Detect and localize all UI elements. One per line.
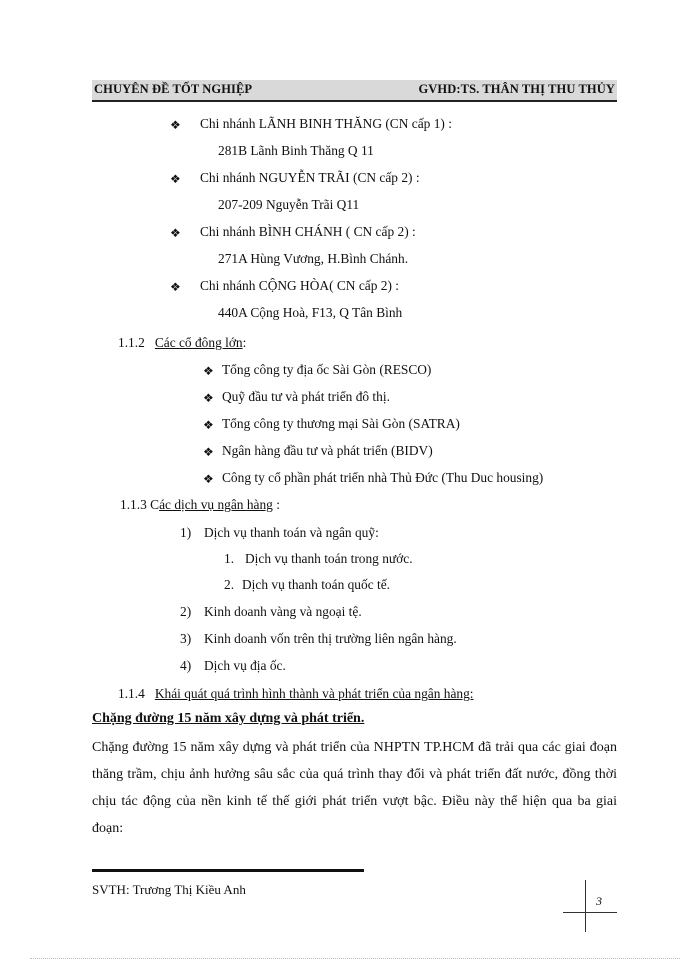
page-header [92, 80, 617, 102]
section-number: 1.1.3 [120, 497, 147, 512]
diamond-bullet-icon: ❖ [170, 280, 181, 294]
diamond-bullet-icon: ❖ [203, 364, 214, 378]
shareholder-item: Quỹ đầu tư và phát triển đô thị. [222, 389, 390, 404]
branch-name: Chi nhánh NGUYỄN TRÃI (CN cấp 2) : [200, 170, 420, 185]
branch-name: Chi nhánh BÌNH CHÁNH ( CN cấp 2) : [200, 224, 416, 239]
shareholder-item: Tổng công ty thương mại Sài Gòn (SATRA) [222, 416, 460, 431]
header-right-advisor: GVHD:TS. THÂN THỊ THU THỦY [418, 82, 615, 96]
section-colon: : [242, 335, 247, 350]
diamond-bullet-icon: ❖ [170, 118, 181, 132]
service-number: 3) [180, 631, 192, 646]
branch-name: Chi nhánh CỘNG HÒA( CN cấp 2) : [200, 278, 399, 293]
section-title: Các cổ đông lớn [154, 335, 243, 350]
page-number-vertical-line [585, 880, 586, 932]
shareholder-item: Tổng công ty địa ốc Sài Gòn (RESCO) [222, 362, 432, 377]
service-item: Kinh doanh vốn trên thị trường liên ngân hàng. [204, 631, 457, 646]
subservice-number: 2. [224, 577, 235, 592]
diamond-bullet-icon: ❖ [203, 391, 214, 405]
section-title: Khái quát quá trình hình thành và phát triển của ngân hàng: [154, 686, 474, 701]
body-paragraph: Chặng đường 15 năm xây dựng và phát triển của NHPTN TP.HCM đã trải qua các giai đoạn thăng trầm, chịu ảnh hưởng sâu sắc của quá trình thay đổi và phát triển đất nước, đồng thời chịu tác động của nền kinh tế thế giới phát triển vượt bậc. Điều này thể hiện qua ba giai đoạn: [92, 740, 617, 836]
service-item: Dịch vụ địa ốc. [204, 658, 286, 673]
section-number: 1.1.2 [118, 335, 145, 350]
section-heading [120, 497, 280, 513]
diamond-bullet-icon: ❖ [203, 472, 214, 486]
diamond-bullet-icon: ❖ [203, 418, 214, 432]
service-number: 2) [180, 604, 192, 619]
footer-author: SVTH: Trương Thị Kiều Anh [92, 882, 246, 897]
branch-address: 440A Cộng Hoà, F13, Q Tân Bình [218, 305, 403, 320]
footer-rule [92, 869, 364, 872]
diamond-bullet-icon: ❖ [203, 445, 214, 459]
page-number-horizontal-line [563, 912, 617, 913]
branch-address: 207-209 Nguyễn Trãi Q11 [218, 197, 360, 212]
diamond-bullet-icon: ❖ [170, 172, 181, 186]
section-number: 1.1.4 [118, 686, 145, 701]
service-item: Dịch vụ thanh toán và ngân quỹ: [204, 525, 379, 540]
page-bottom-border [30, 958, 680, 959]
section-heading [118, 335, 246, 351]
header-left-title: CHUYÊN ĐỀ TỐT NGHIỆP [94, 82, 253, 96]
section-title: ác dịch vụ ngân hàng [159, 497, 273, 512]
service-number: 4) [180, 658, 192, 673]
branch-address: 281B Lãnh Binh Thăng Q 11 [218, 143, 374, 158]
section-colon: : [272, 497, 280, 512]
subservice-item: Dịch vụ thanh toán trong nước. [245, 551, 413, 566]
subservice-item: Dịch vụ thanh toán quốc tế. [242, 577, 391, 592]
branch-address: 271A Hùng Vương, H.Bình Chánh. [218, 251, 409, 266]
branch-name: Chi nhánh LÃNH BINH THĂNG (CN cấp 1) : [200, 116, 452, 131]
subheading: Chặng đường 15 năm xây dựng và phát triển. [92, 711, 365, 726]
diamond-bullet-icon: ❖ [170, 226, 181, 240]
section-heading [118, 686, 474, 702]
page-number: 3 [596, 894, 602, 908]
subservice-number: 1. [224, 551, 235, 566]
shareholder-item: Công ty cổ phần phát triển nhà Thủ Đức (Thu Duc housing) [222, 470, 544, 485]
service-item: Kinh doanh vàng và ngoại tệ. [204, 604, 362, 619]
shareholder-item: Ngân hàng đầu tư và phát triển (BIDV) [222, 443, 433, 458]
service-number: 1) [180, 525, 192, 540]
section-title-prefix: C [150, 497, 160, 512]
